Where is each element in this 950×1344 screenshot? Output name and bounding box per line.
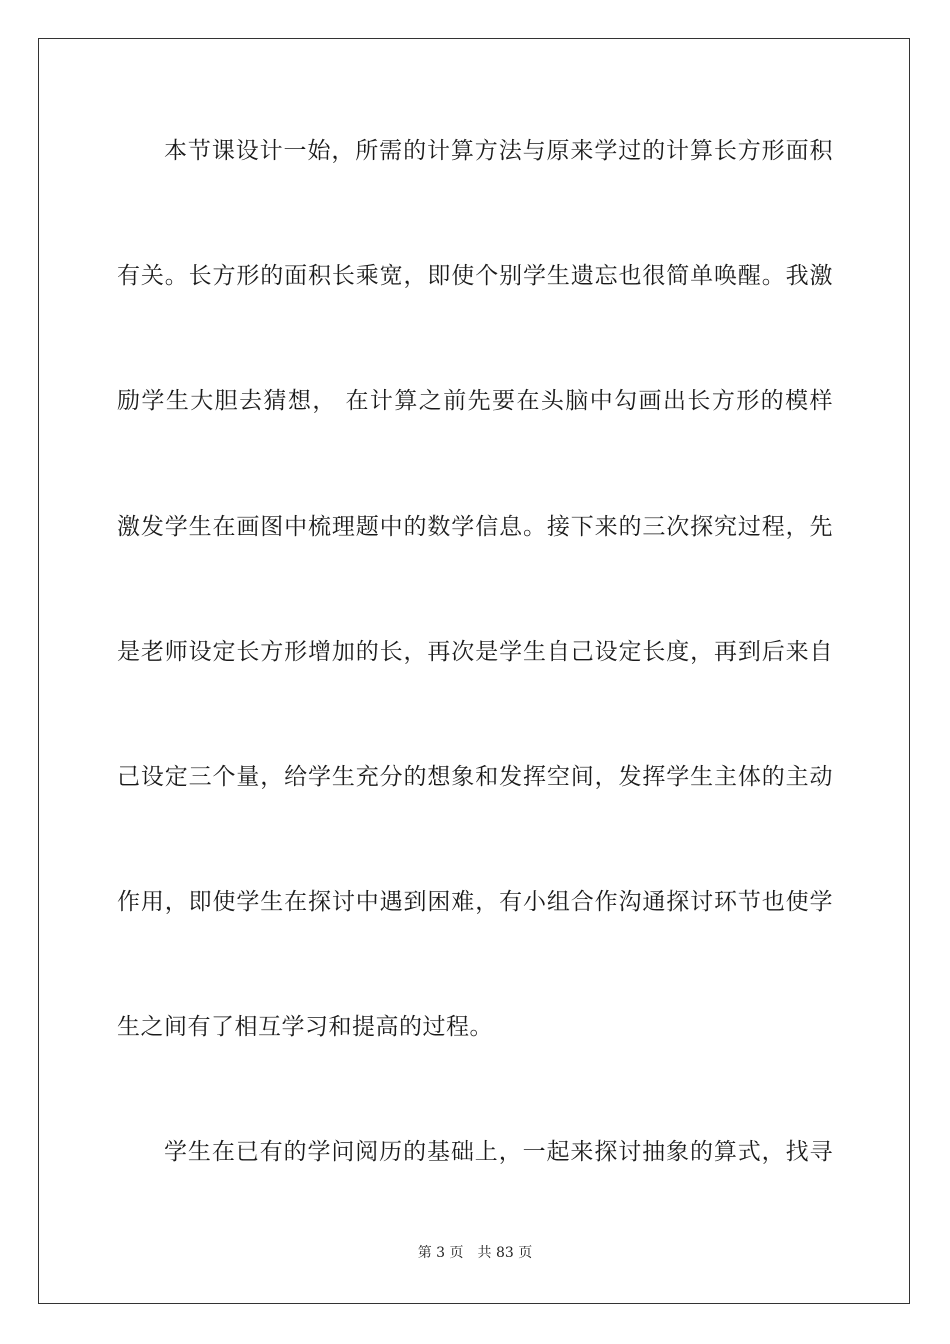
paragraph-1-line-3: 励学生大胆去猜想， 在计算之前先要在头脑中勾画出长方形的模样 [117,388,833,414]
paragraph-1-line-7: 作用，即使学生在探讨中遇到困难，有小组合作沟通探讨环节也使学 [117,889,833,915]
paragraph-2-line-1: 学生在已有的学问阅历的基础上，一起来探讨抽象的算式，找寻 [164,1139,833,1165]
page-border [38,38,910,1304]
paragraph-1-line-5: 是老师设定长方形增加的长，再次是学生自己设定长度，再到后来自 [117,639,833,665]
page-total: 共 83 页 [477,1245,533,1261]
paragraph-1-line-2: 有关。长方形的面积长乘宽，即使个别学生遗忘也很简单唤醒。我激 [117,263,833,289]
paragraph-1-line-4: 激发学生在画图中梳理题中的数学信息。接下来的三次探究过程，先 [117,514,833,540]
page-footer [0,1244,950,1262]
paragraph-1-line-1: 本节课设计一始，所需的计算方法与原来学过的计算长方形面积 [164,138,833,164]
page-number: 第 3 页 [417,1245,464,1261]
paragraph-1-line-6: 己设定三个量，给学生充分的想象和发挥空间，发挥学生主体的主动 [117,764,833,790]
paragraph-1-line-8: 生之间有了相互学习和提高的过程。 [117,1014,493,1040]
